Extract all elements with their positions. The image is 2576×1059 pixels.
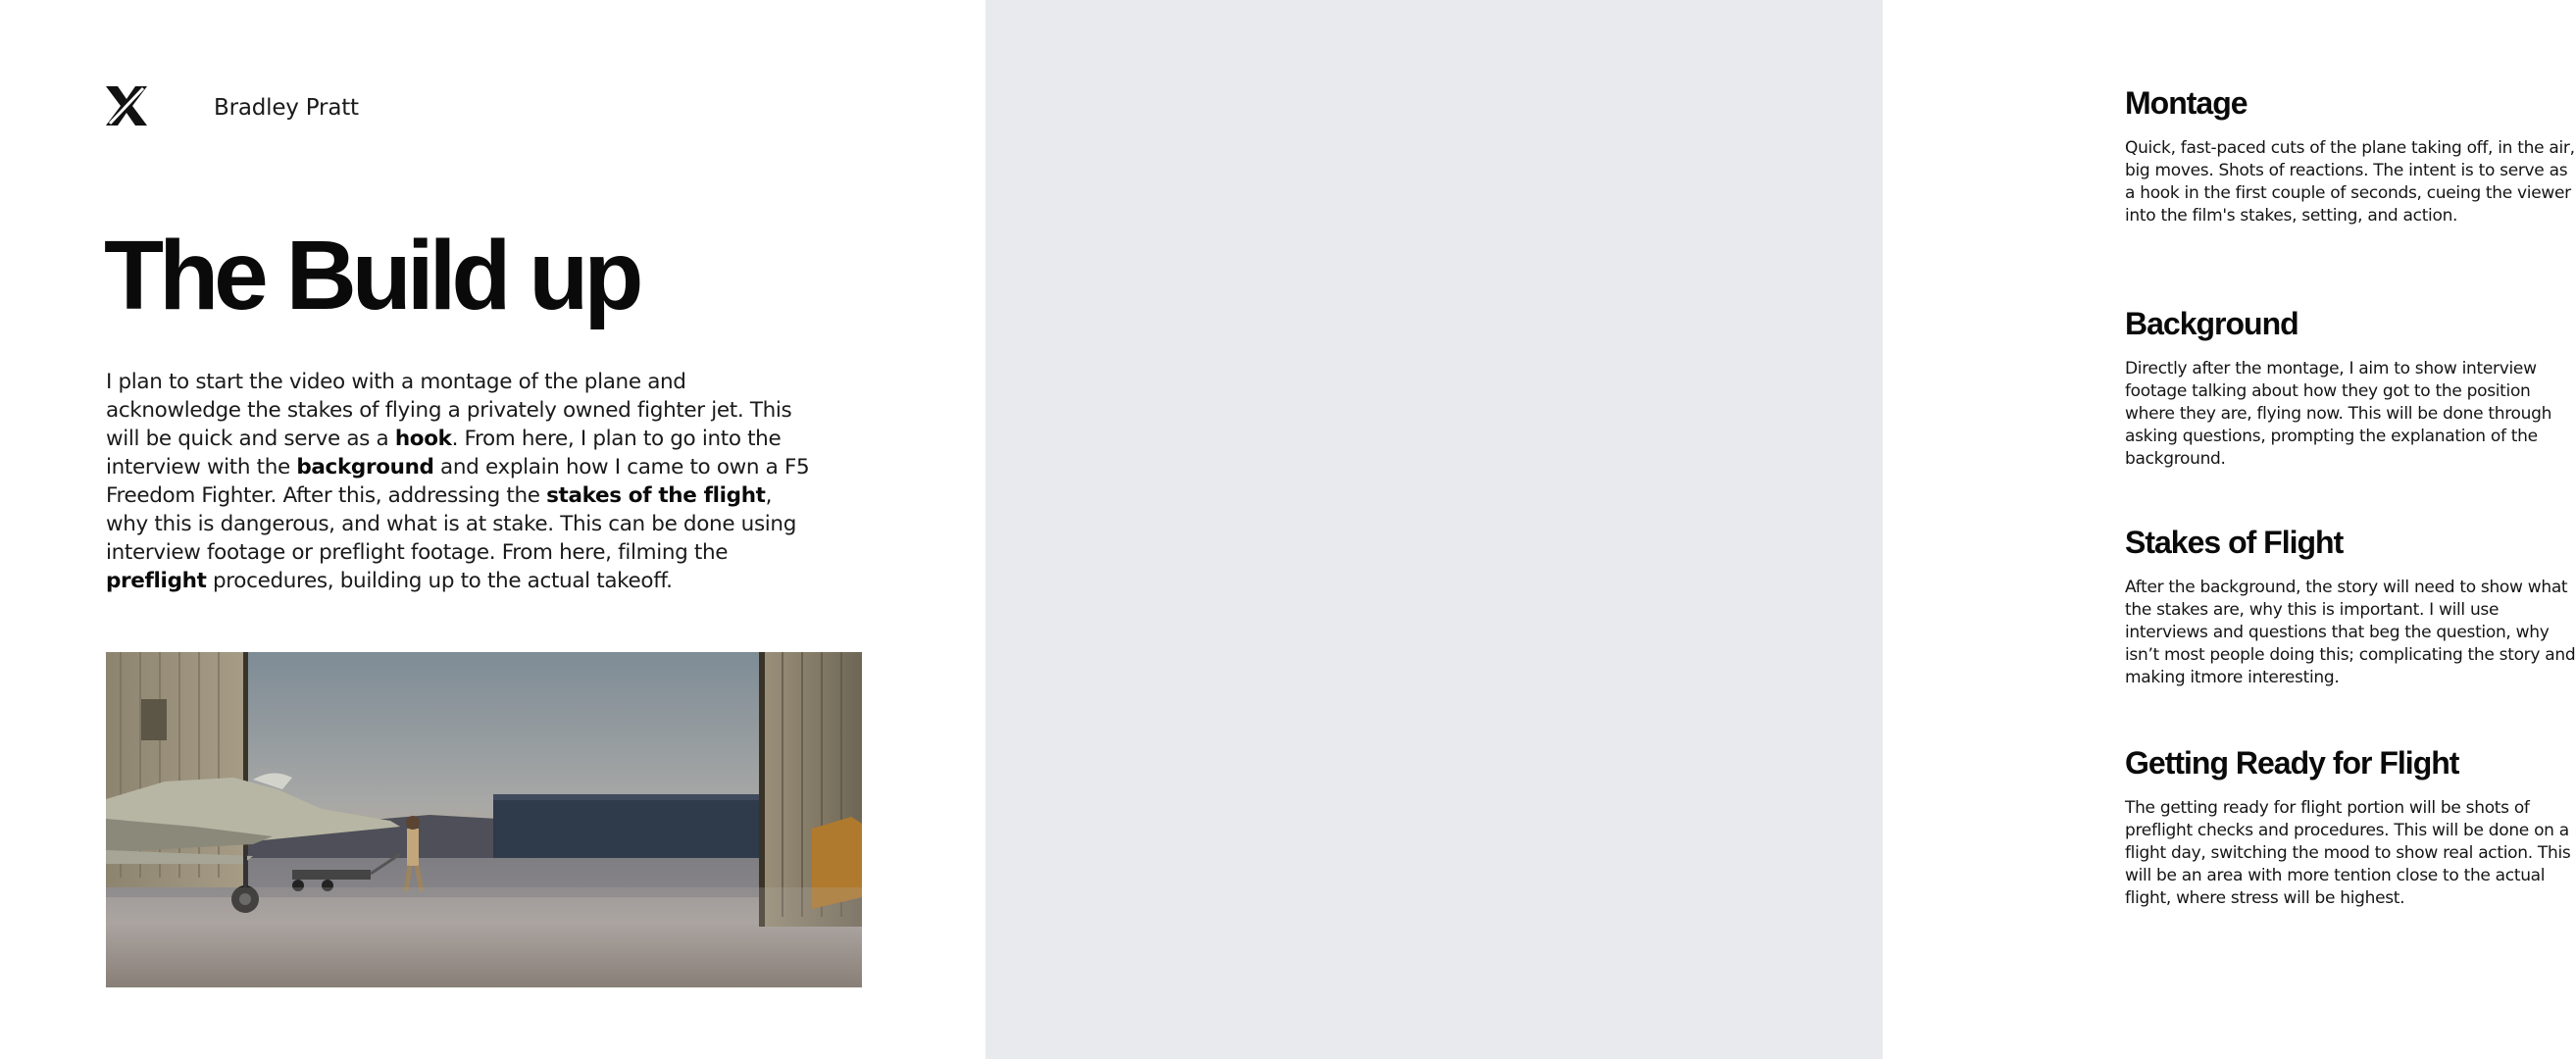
section-background (2125, 306, 2576, 471)
section-title: Background (2125, 306, 2298, 341)
section-stakes-of-flight (2125, 525, 2576, 689)
keyword-preflight: preflight (106, 569, 207, 593)
intro-paragraph: I plan to start the video with a montage of the plane and acknowledge the stakes of flying a privately owned fighter jet. This will be quick and serve as a hook. From here, I plan to go into the interview with the background and explain how I came to own a F5 Freedom Fighter. After this, addressing the stakes of the flight, why this is dangerous, and what is at stake. This can be done using interview footage or preflight footage. From here, filming the preflight procedures, building up to the actual takeoff. (106, 370, 810, 593)
section-body: Directly after the montage, I aim to show interview footage talking about how they got to the position where they are, flying now. This will be done through asking questions, prompting the explanation of the background. (2125, 358, 2552, 469)
keyword-stakes: stakes of the flight (546, 483, 766, 508)
section-title: Getting Ready for Flight (2125, 745, 2459, 781)
section-body: Quick, fast-paced cuts of the plane taking off, in the air, big moves. Shots of reactions. The intent is to serve as a hook in the first couple of seconds, cueing the viewer into the film's stakes, setting, and action. (2125, 137, 2575, 226)
section-body: The getting ready for flight portion will be shots of preflight checks and procedures. This will be done on a flight day, switching the mood to show real action. This will be an area with more tention close to the actual flight, where stress will be highest. (2125, 797, 2571, 908)
hangar-jet-photo (106, 652, 862, 987)
section-title: Stakes of Flight (2125, 525, 2344, 560)
keyword-hook: hook (394, 427, 452, 451)
keyword-background: background (296, 455, 434, 479)
x-logo-icon (104, 84, 149, 127)
page-title: The Build up (104, 221, 639, 330)
section-montage (2125, 85, 2576, 227)
section-title: Montage (2125, 85, 2248, 121)
right-panel (985, 0, 2576, 1059)
section-getting-ready (2125, 745, 2576, 910)
author-name: Bradley Pratt (214, 95, 359, 121)
section-body: After the background, the story will need to show what the stakes are, why this is important. I will use interviews and questions that beg the question, why isn’t most people doing this; complicating the story and making itmore interesting. (2125, 577, 2576, 687)
left-panel (0, 0, 985, 1059)
